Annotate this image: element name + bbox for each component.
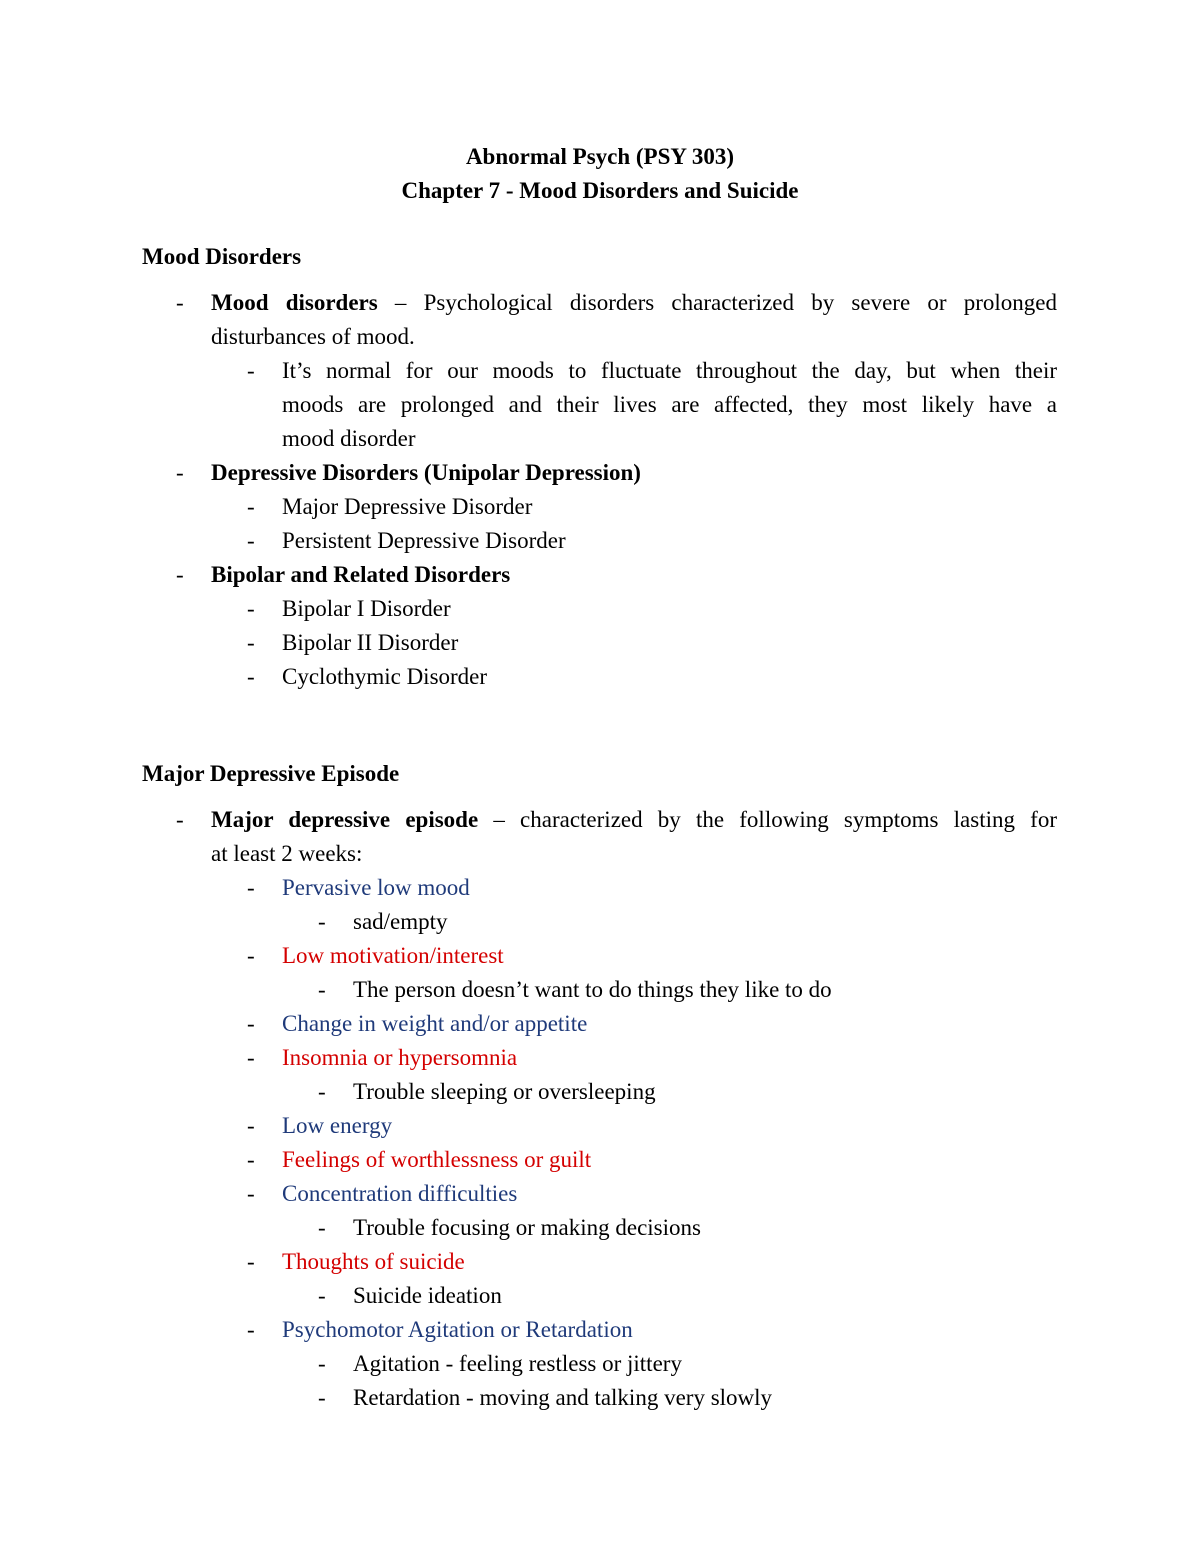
bullet-dash: -: [247, 596, 255, 621]
symptom-low-motivation: Low motivation/interest: [282, 943, 504, 968]
bullet-dash: -: [247, 630, 255, 655]
mood-disorders-definition-line2: disturbances of mood.: [211, 324, 415, 349]
symptom-concentration-detail: Trouble focusing or making decisions: [353, 1215, 701, 1240]
bullet-dash: -: [247, 1181, 255, 1206]
bullet-dash: -: [318, 1215, 326, 1240]
bullet-dash: -: [247, 1147, 255, 1172]
symptom-weight-appetite: Change in weight and/or appetite: [282, 1011, 588, 1036]
bullet-dash: -: [318, 977, 326, 1002]
symptom-worthlessness: Feelings of worthlessness or guilt: [282, 1147, 592, 1172]
term-mood-disorders: Mood disorders: [211, 290, 378, 315]
mde-definition-line2: at least 2 weeks:: [211, 841, 363, 866]
bullet-dash: -: [318, 1283, 326, 1308]
term-major-depressive-episode: Major depressive episode: [211, 807, 479, 832]
symptom-concentration: Concentration difficulties: [282, 1181, 518, 1206]
symptom-low-mood-detail: sad/empty: [353, 909, 448, 934]
chapter-title: Chapter 7 - Mood Disorders and Suicide: [401, 178, 799, 203]
bullet-dash: -: [247, 1317, 255, 1342]
section-heading-mood-disorders: Mood Disorders: [142, 244, 302, 269]
bullet-dash: -: [247, 1011, 255, 1036]
bullet-dash: -: [247, 358, 255, 383]
bullet-dash: -: [176, 562, 184, 587]
bipolar-disorders-item: Bipolar and Related Disorders: [211, 562, 511, 587]
bullet-dash: -: [247, 494, 255, 519]
major-depressive-disorder-item: Major Depressive Disorder: [282, 494, 533, 519]
bullet-dash: -: [247, 943, 255, 968]
bullet-dash: -: [318, 1351, 326, 1376]
bullet-dash: -: [247, 664, 255, 689]
symptom-low-mood: Pervasive low mood: [282, 875, 470, 900]
bullet-dash: -: [318, 1079, 326, 1104]
bipolar-2-item: Bipolar II Disorder: [282, 630, 459, 655]
normal-fluctuation-line3: mood disorder: [282, 426, 416, 451]
normal-fluctuation-line2: moods are prolonged and their lives are affected, they most likely have a: [282, 392, 1057, 417]
symptom-low-energy: Low energy: [282, 1113, 393, 1138]
mood-disorders-definition-line1: [211, 286, 1057, 320]
normal-fluctuation-line1: It’s normal for our moods to fluctuate throughout the day, but when their: [282, 358, 1057, 383]
bullet-dash: -: [247, 875, 255, 900]
section-heading-major-depressive-episode: Major Depressive Episode: [142, 761, 400, 786]
bullet-dash: -: [176, 460, 184, 485]
bullet-dash: -: [176, 290, 184, 315]
cyclothymic-item: Cyclothymic Disorder: [282, 664, 488, 689]
symptom-psychomotor: Psychomotor Agitation or Retardation: [282, 1317, 633, 1342]
symptom-insomnia: Insomnia or hypersomnia: [282, 1045, 518, 1070]
course-title: Abnormal Psych (PSY 303): [465, 144, 735, 169]
bullet-dash: -: [318, 1385, 326, 1410]
mde-def-text: – characterized by the following symptoms lasting for: [478, 807, 1057, 832]
bullet-dash: -: [247, 1045, 255, 1070]
symptom-low-motivation-detail: The person doesn’t want to do things they like to do: [353, 977, 832, 1002]
symptom-suicide-thoughts-detail: Suicide ideation: [353, 1283, 502, 1308]
bullet-dash: -: [318, 909, 326, 934]
mde-definition-line1: [211, 803, 1057, 837]
symptom-suicide-thoughts: Thoughts of suicide: [282, 1249, 465, 1274]
bullet-dash: -: [247, 1113, 255, 1138]
mood-disorders-def-text: – Psychological disorders characterized by severe or prolonged: [377, 290, 1057, 315]
persistent-depressive-disorder-item: Persistent Depressive Disorder: [282, 528, 566, 553]
depressive-disorders-item: Depressive Disorders (Unipolar Depression): [211, 460, 641, 485]
bullet-dash: -: [247, 528, 255, 553]
bipolar-1-item: Bipolar I Disorder: [282, 596, 451, 621]
bullet-dash: -: [176, 807, 184, 832]
symptom-agitation-detail: Agitation - feeling restless or jittery: [353, 1351, 682, 1376]
symptom-insomnia-detail: Trouble sleeping or oversleeping: [353, 1079, 656, 1104]
bullet-dash: -: [247, 1249, 255, 1274]
symptom-retardation-detail: Retardation - moving and talking very slowly: [353, 1385, 773, 1410]
